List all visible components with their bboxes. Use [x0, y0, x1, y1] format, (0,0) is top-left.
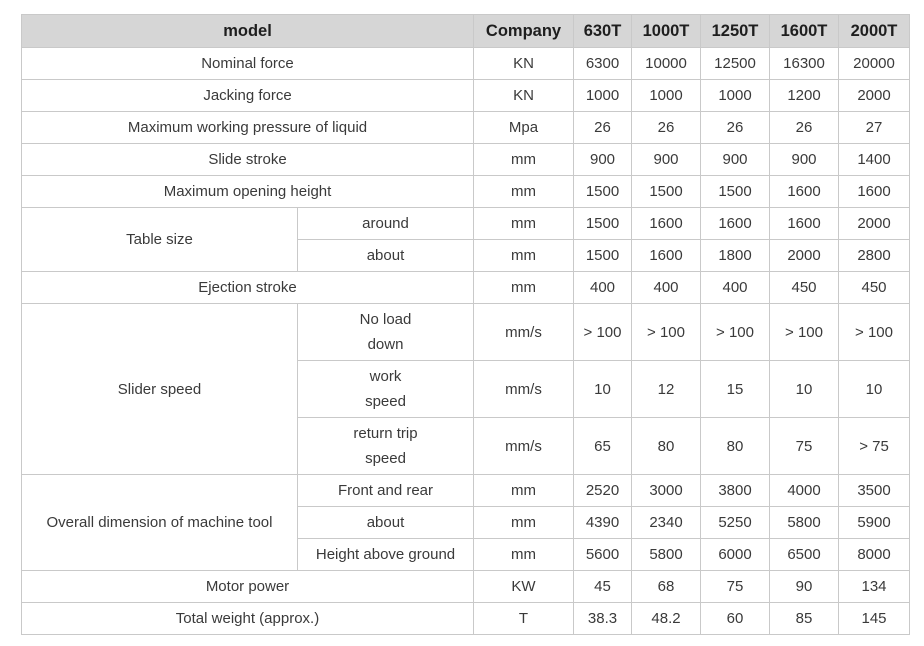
- cell-value: 400: [701, 272, 770, 304]
- cell-value: 1500: [701, 176, 770, 208]
- row-motor-power: [22, 571, 910, 603]
- cell-value: 5800: [632, 539, 701, 571]
- cell-value: 38.3: [574, 603, 632, 635]
- row-unit: KN: [474, 48, 574, 80]
- cell-value: 2000: [839, 208, 910, 240]
- row-label: Total weight (approx.): [22, 603, 474, 635]
- cell-value: 2800: [839, 240, 910, 272]
- cell-value: 6000: [701, 539, 770, 571]
- row-unit: KW: [474, 571, 574, 603]
- cell-value: 27: [839, 112, 910, 144]
- cell-value: 1600: [839, 176, 910, 208]
- row-max-opening-height: [22, 176, 910, 208]
- row-slide-stroke: [22, 144, 910, 176]
- sub-label: Height above ground: [298, 539, 474, 571]
- row-unit: mm/s: [474, 418, 574, 475]
- cell-value: 3800: [701, 475, 770, 507]
- row-unit: mm: [474, 539, 574, 571]
- cell-value: 2520: [574, 475, 632, 507]
- cell-value: 1500: [574, 176, 632, 208]
- row-label: Ejection stroke: [22, 272, 474, 304]
- cell-value: 75: [701, 571, 770, 603]
- cell-value: 26: [770, 112, 839, 144]
- cell-value: 20000: [839, 48, 910, 80]
- row-unit: mm: [474, 176, 574, 208]
- cell-value: 400: [632, 272, 701, 304]
- cell-value: 1000: [701, 80, 770, 112]
- row-nominal-force: [22, 48, 910, 80]
- row-jacking-force: [22, 80, 910, 112]
- spec-table: [21, 14, 910, 635]
- row-unit: mm: [474, 208, 574, 240]
- cell-value: 2340: [632, 507, 701, 539]
- sub-label: [298, 361, 474, 418]
- cell-value: 80: [632, 418, 701, 475]
- cell-value: 10: [839, 361, 910, 418]
- row-slider-speed-no-load: [22, 304, 910, 361]
- row-unit: mm/s: [474, 304, 574, 361]
- header-model-2000t: 2000T: [839, 15, 910, 48]
- cell-value: 2000: [839, 80, 910, 112]
- sub-label-line: work: [369, 368, 402, 385]
- cell-value: 3500: [839, 475, 910, 507]
- sub-label: [298, 304, 474, 361]
- row-unit: Mpa: [474, 112, 574, 144]
- cell-value: 5600: [574, 539, 632, 571]
- sub-label: [298, 418, 474, 475]
- cell-value: 450: [770, 272, 839, 304]
- row-label: Maximum opening height: [22, 176, 474, 208]
- row-label: Motor power: [22, 571, 474, 603]
- header-model: model: [22, 15, 474, 48]
- row-unit: mm: [474, 507, 574, 539]
- header-row: [22, 15, 910, 48]
- sub-label: about: [298, 507, 474, 539]
- header-company: Company: [474, 15, 574, 48]
- header-model-1000t: 1000T: [632, 15, 701, 48]
- cell-value: 1600: [701, 208, 770, 240]
- cell-value: 900: [770, 144, 839, 176]
- cell-value: 26: [701, 112, 770, 144]
- row-unit: KN: [474, 80, 574, 112]
- row-table-size-around: [22, 208, 910, 240]
- cell-value: 90: [770, 571, 839, 603]
- cell-value: 10000: [632, 48, 701, 80]
- cell-value: 1500: [632, 176, 701, 208]
- cell-value: 1800: [701, 240, 770, 272]
- cell-value: 45: [574, 571, 632, 603]
- row-label: Nominal force: [22, 48, 474, 80]
- cell-value: 26: [632, 112, 701, 144]
- cell-value: 5800: [770, 507, 839, 539]
- cell-value: 134: [839, 571, 910, 603]
- sub-label-line: return trip: [353, 425, 418, 442]
- cell-value: 15: [701, 361, 770, 418]
- cell-value: 10: [574, 361, 632, 418]
- cell-value: 75: [770, 418, 839, 475]
- cell-value: > 100: [839, 304, 910, 361]
- cell-value: 16300: [770, 48, 839, 80]
- cell-value: 65: [574, 418, 632, 475]
- cell-value: 4390: [574, 507, 632, 539]
- row-overall-front-rear: [22, 475, 910, 507]
- group-label-slider-speed: Slider speed: [22, 304, 298, 475]
- row-label: Jacking force: [22, 80, 474, 112]
- sub-label: Front and rear: [298, 475, 474, 507]
- cell-value: 400: [574, 272, 632, 304]
- cell-value: > 100: [574, 304, 632, 361]
- sub-label-line: down: [367, 336, 404, 353]
- cell-value: 145: [839, 603, 910, 635]
- sub-label-line: speed: [365, 450, 406, 467]
- cell-value: 1400: [839, 144, 910, 176]
- row-ejection-stroke: [22, 272, 910, 304]
- cell-value: 60: [701, 603, 770, 635]
- cell-value: 3000: [632, 475, 701, 507]
- cell-value: 1000: [574, 80, 632, 112]
- cell-value: > 100: [701, 304, 770, 361]
- cell-value: > 100: [770, 304, 839, 361]
- cell-value: 8000: [839, 539, 910, 571]
- cell-value: 900: [574, 144, 632, 176]
- cell-value: 5250: [701, 507, 770, 539]
- row-label: Maximum working pressure of liquid: [22, 112, 474, 144]
- cell-value: 1600: [770, 176, 839, 208]
- cell-value: 1500: [574, 240, 632, 272]
- group-label-overall-dimension: Overall dimension of machine tool: [22, 475, 298, 571]
- cell-value: 1500: [574, 208, 632, 240]
- cell-value: 6500: [770, 539, 839, 571]
- cell-value: 26: [574, 112, 632, 144]
- header-model-1600t: 1600T: [770, 15, 839, 48]
- row-unit: mm: [474, 475, 574, 507]
- cell-value: 80: [701, 418, 770, 475]
- cell-value: 4000: [770, 475, 839, 507]
- cell-value: > 75: [839, 418, 910, 475]
- cell-value: > 100: [632, 304, 701, 361]
- row-max-pressure: [22, 112, 910, 144]
- sub-label: about: [298, 240, 474, 272]
- group-label-table-size: Table size: [22, 208, 298, 272]
- header-model-630t: 630T: [574, 15, 632, 48]
- cell-value: 1600: [632, 208, 701, 240]
- cell-value: 1600: [632, 240, 701, 272]
- cell-value: 68: [632, 571, 701, 603]
- row-unit: mm: [474, 272, 574, 304]
- cell-value: 5900: [839, 507, 910, 539]
- cell-value: 1600: [770, 208, 839, 240]
- sub-label-line: speed: [365, 393, 406, 410]
- row-unit: mm/s: [474, 361, 574, 418]
- sub-label-line: No load: [359, 311, 412, 328]
- cell-value: 900: [701, 144, 770, 176]
- row-unit: mm: [474, 144, 574, 176]
- header-model-1250t: 1250T: [701, 15, 770, 48]
- row-total-weight: [22, 603, 910, 635]
- row-unit: T: [474, 603, 574, 635]
- cell-value: 2000: [770, 240, 839, 272]
- cell-value: 10: [770, 361, 839, 418]
- sub-label: around: [298, 208, 474, 240]
- cell-value: 12: [632, 361, 701, 418]
- cell-value: 1200: [770, 80, 839, 112]
- row-unit: mm: [474, 240, 574, 272]
- cell-value: 12500: [701, 48, 770, 80]
- cell-value: 450: [839, 272, 910, 304]
- row-label: Slide stroke: [22, 144, 474, 176]
- cell-value: 1000: [632, 80, 701, 112]
- cell-value: 6300: [574, 48, 632, 80]
- cell-value: 85: [770, 603, 839, 635]
- cell-value: 900: [632, 144, 701, 176]
- cell-value: 48.2: [632, 603, 701, 635]
